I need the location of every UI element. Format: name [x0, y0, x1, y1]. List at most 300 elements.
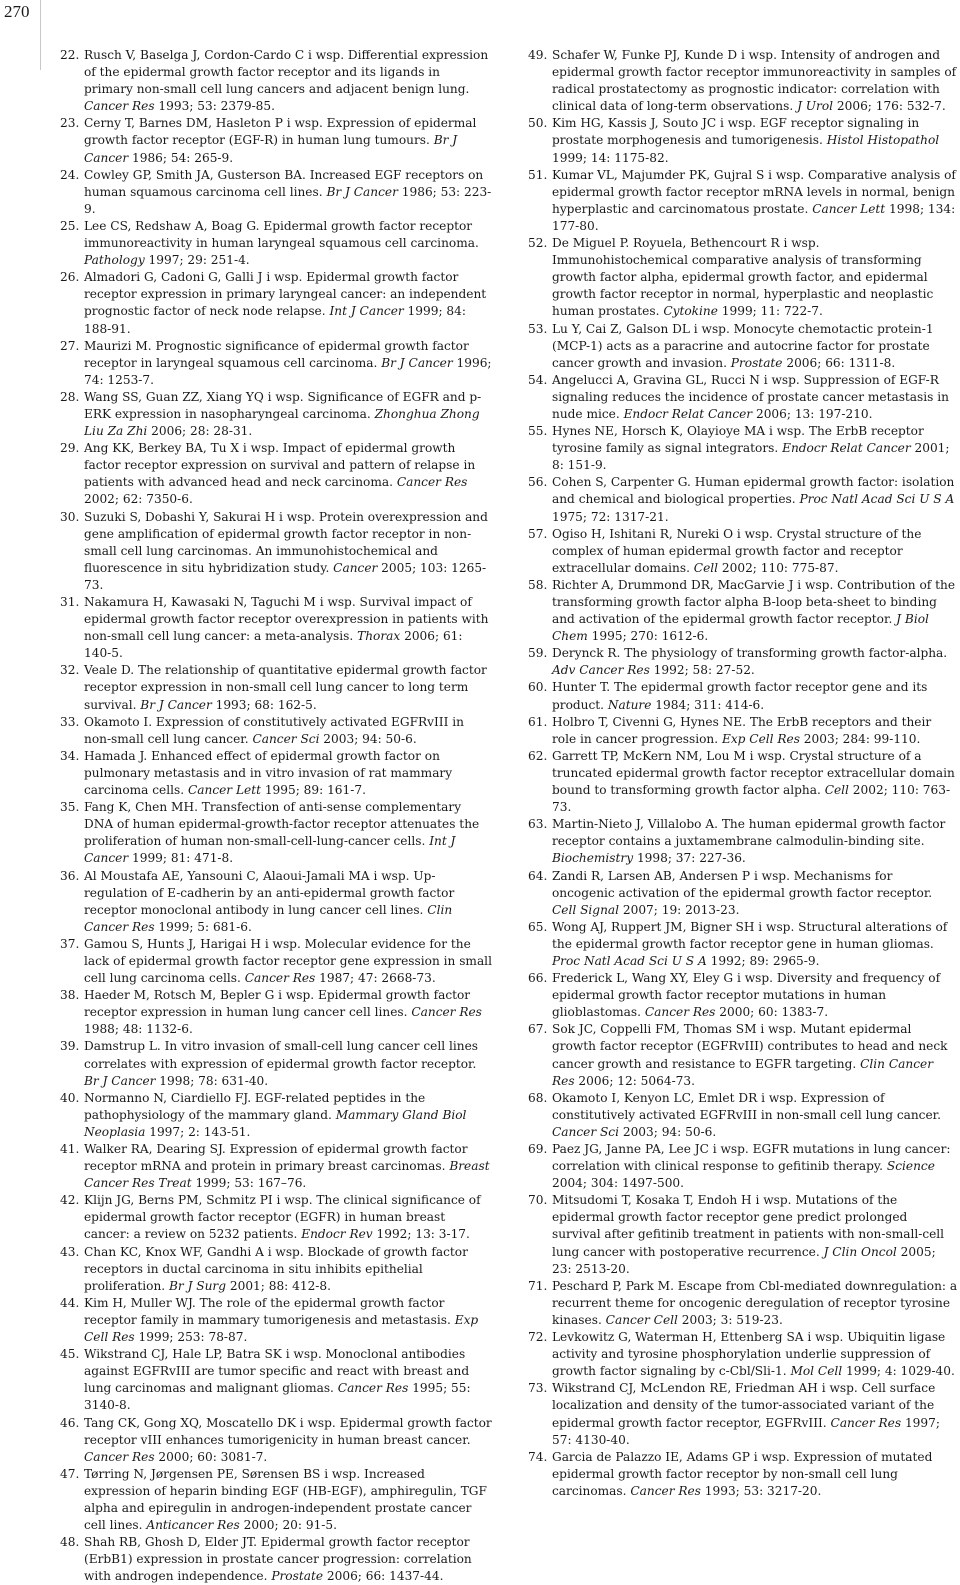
reference-body: Frederick L, Wang XY, Eley G i wsp. Diversity and frequency of epidermal growth factor receptor mutations in human glioblastomas.	[552, 971, 941, 1020]
reference-number: 49.	[528, 48, 548, 62]
reference-body: De Miguel P. Royuela, Bethencourt R i wsp. Immunohistochemical comparative analysis of transforming growth factor alpha, epidermal growth factor, and epidermal growth factor receptor in normal, hyperplastic and neoplastic human prostates.	[552, 236, 934, 319]
citation-details: 1986; 53: 223-9.	[84, 184, 492, 216]
reference-item	[60, 714, 492, 748]
journal-name: Science	[886, 1159, 935, 1174]
journal-name: Thorax	[357, 629, 401, 644]
reference-body: Kumar VL, Majumder PK, Gujral S i wsp. Comparative analysis of epidermal growth factor receptor mRNA levels in normal, benign hyperplastic and carcinomatous prostate.	[552, 167, 956, 216]
reference-text	[84, 869, 454, 934]
journal-name: Cell Signal	[552, 902, 620, 917]
citation-details: 1993; 53: 3217-20.	[700, 1483, 822, 1498]
reference-body: Wikstrand CJ, Hale LP, Batra SK i wsp. Monoclonal antibodies against EGFRvIII are tumor specific and react with breast and lung carcinomas and malignant gliomas.	[84, 1347, 470, 1396]
reference-number: 61.	[528, 714, 548, 729]
journal-name: Cancer Res	[84, 99, 155, 114]
reference-item	[60, 987, 492, 1038]
reference-number: 27.	[60, 338, 80, 353]
reference-text	[84, 168, 491, 216]
journal-name: Clin Cancer Res	[84, 902, 453, 934]
reference-item	[60, 338, 492, 389]
reference-body: Shah RB, Ghosh D, Elder JT. Epidermal growth factor receptor (ErbB1) expression in prostate cancer progression: correlation with androgen independence.	[84, 1535, 472, 1584]
reference-body: Cohen S, Carpenter G. Human epidermal growth factor: isolation and chemical and biological properties.	[552, 475, 955, 507]
page-number: 270	[4, 2, 30, 21]
reference-number: 26.	[60, 270, 80, 285]
reference-number: 50.	[528, 116, 548, 131]
reference-item	[528, 47, 958, 115]
citation-details: 1997; 2: 143-51.	[145, 1124, 251, 1139]
reference-number: 66.	[528, 971, 548, 986]
reference-number: 28.	[60, 389, 80, 404]
journal-name: Br J Cancer	[381, 355, 453, 370]
citation-details: 1996; 74: 1253-7.	[84, 355, 492, 387]
reference-text	[552, 1022, 948, 1087]
journal-name: Br J Surg	[168, 1278, 227, 1293]
reference-number: 57.	[528, 526, 548, 541]
citation-details: 2006; 66: 1437-44.	[323, 1569, 444, 1584]
journal-name: Cancer Res	[630, 1483, 701, 1498]
reference-item	[60, 594, 492, 662]
reference-item	[60, 1244, 492, 1295]
reference-item	[60, 662, 492, 713]
journal-name: Biochemistry	[552, 851, 634, 866]
journal-name: Proc Natl Acad Sci U S A	[799, 492, 955, 507]
citation-details: 2004; 304: 1497-500.	[552, 1176, 684, 1191]
reference-text	[552, 1450, 932, 1498]
citation-details: 1988; 48: 1132-6.	[84, 1022, 193, 1037]
citation-details: 1998; 78: 631-40.	[155, 1073, 269, 1088]
journal-name: Clin Cancer Res	[552, 1056, 933, 1088]
journal-name: J Clin Oncol	[823, 1244, 897, 1259]
citation-details: 1975; 72: 1317-21.	[552, 509, 669, 524]
journal-name: Endocr Relat Cancer	[782, 441, 911, 456]
reference-body: Haeder M, Rotsch M, Bepler G i wsp. Epidermal growth factor receptor expression in human lung cancer cell lines.	[84, 988, 471, 1020]
reference-body: Derynck R. The physiology of transforming growth factor-alpha.	[552, 646, 948, 661]
citation-details: 1999; 53: 167–76.	[191, 1176, 307, 1191]
reference-number: 55.	[528, 424, 548, 439]
reference-number: 60.	[528, 680, 548, 695]
reference-number: 68.	[528, 1090, 548, 1105]
reference-item	[528, 1090, 958, 1141]
reference-number: 42.	[60, 1193, 80, 1208]
reference-item	[60, 1141, 492, 1192]
citation-details: 2003; 94: 50-6.	[619, 1124, 717, 1139]
reference-number: 52.	[528, 236, 548, 251]
reference-number: 58.	[528, 577, 548, 592]
reference-body: Mitsudomi T, Kosaka T, Endoh H i wsp. Mutations of the epidermal growth factor receptor gene predict prolonged survival after gefitinib treatment in patients with non-small-cell lung cancer with postoperative recurrence.	[552, 1193, 945, 1259]
reference-text	[84, 339, 492, 387]
reference-item	[60, 115, 492, 166]
reference-text	[552, 920, 947, 968]
journal-name: Cancer Res	[244, 971, 316, 986]
reference-text	[552, 869, 932, 917]
citation-details: 1997; 57: 4130-40.	[552, 1415, 940, 1447]
reference-item	[528, 816, 958, 867]
reference-body: Ang KK, Berkey BA, Tu X i wsp. Impact of epidermal growth factor receptor expression on survival and pattern of relapse in patients with advanced head and neck carcinoma.	[84, 441, 476, 490]
citation-details: 1999; 81: 471-8.	[128, 851, 234, 866]
reference-item	[60, 936, 492, 987]
reference-number: 41.	[60, 1142, 80, 1156]
reference-number: 56.	[528, 475, 548, 490]
reference-item	[60, 868, 492, 936]
journal-name: Nature	[607, 697, 652, 712]
reference-body: Rusch V, Baselga J, Cordon-Cardo C i wsp. Differential expression of the epidermal growth factor receptor and its ligands in primary non-small cell lung cancers and adjacent benign lung.	[84, 48, 489, 97]
reference-item	[60, 1346, 492, 1414]
journal-name: Histol Histopathol	[826, 133, 940, 148]
journal-name: Cancer Res	[84, 1449, 155, 1464]
journal-name: Proc Natl Acad Sci U S A	[552, 953, 707, 968]
journal-name: Exp Cell Res	[84, 1312, 479, 1345]
reference-text	[84, 988, 482, 1036]
reference-item	[528, 167, 958, 235]
reference-text	[84, 390, 481, 438]
journal-name: Br J Cancer	[84, 133, 458, 165]
reference-item	[528, 235, 958, 320]
reference-text	[552, 424, 950, 472]
reference-item	[60, 1466, 492, 1534]
journal-name: Cancer Res	[337, 1381, 409, 1396]
reference-body: Wang SS, Guan ZZ, Xiang YQ i wsp. Significance of EGFR and p-ERK expression in nasopharyngeal carcinoma.	[84, 389, 482, 421]
reference-body: Okamoto I. Expression of constitutively activated EGFRvIII in non-small cell lung cancer.	[84, 714, 464, 746]
reference-body: Hunter T. The epidermal growth factor receptor gene and its product.	[552, 680, 928, 712]
citation-details: 1999; 5: 681-6.	[154, 919, 252, 934]
reference-body: Veale D. The relationship of quantitative epidermal growth factor receptor expression in non-small cell lung cancer to long term survival.	[84, 663, 487, 712]
reference-number: 47.	[60, 1466, 80, 1481]
citation-details: 1999; 11: 722-7.	[717, 304, 823, 319]
reference-text	[84, 663, 487, 711]
reference-number: 59.	[528, 646, 548, 661]
reference-item	[528, 645, 958, 679]
reference-text	[84, 48, 488, 113]
journal-name: Cancer Lett	[812, 201, 886, 216]
reference-number: 34.	[60, 748, 80, 763]
reference-item	[60, 218, 492, 269]
citation-details: 1993; 68: 162-5.	[211, 697, 317, 712]
reference-item	[528, 423, 958, 474]
reference-body: Lu Y, Cai Z, Galson DL i wsp. Monocyte chemotactic protein-1 (MCP-1) acts as a paracrine and autocrine factor for prostate cancer growth and invasion.	[552, 321, 934, 370]
reference-item	[528, 321, 958, 372]
reference-item	[60, 1295, 492, 1346]
reference-body: Almadori G, Cadoni G, Galli J i wsp. Epidermal growth factor receptor expression in primary laryngeal cancer: an independent prognostic factor of neck node relapse.	[84, 270, 487, 319]
reference-body: Tørring N, Jørgensen PE, Sørensen BS i wsp. Increased expression of heparin binding EGF (HB-EGF), amphiregulin, TGF alpha and epiregulin in androgen-independent prostate cancer cell lines.	[84, 1466, 487, 1533]
citation-details: 1993; 53: 2379-85.	[154, 99, 275, 114]
reference-item	[60, 440, 492, 508]
reference-text	[552, 1091, 941, 1139]
reference-number: 23.	[60, 116, 80, 131]
reference-item	[60, 1415, 492, 1466]
reference-text	[552, 749, 955, 814]
reference-text	[552, 236, 933, 318]
reference-item	[528, 1141, 958, 1192]
reference-number: 31.	[60, 595, 80, 609]
reference-body: Angelucci A, Gravina GL, Rucci N i wsp. Suppression of EGF-R signaling reduces the incidence of prostate cancer metastasis in nude mice.	[552, 372, 949, 421]
reference-number: 73.	[528, 1381, 548, 1396]
margin-rule	[40, 0, 41, 70]
citation-details: 1999; 253: 78-87.	[134, 1330, 248, 1345]
citation-details: 2002; 62: 7350-6.	[84, 492, 193, 507]
reference-number: 64.	[528, 868, 548, 883]
reference-text	[84, 270, 486, 335]
journal-name: J Biol Chem	[552, 612, 929, 644]
reference-number: 70.	[528, 1193, 548, 1208]
reference-text	[84, 1039, 478, 1087]
reference-number: 22.	[60, 48, 80, 62]
reference-body: Garcia de Palazzo IE, Adams GP i wsp. Expression of mutated epidermal growth factor receptor by non-small cell lung carcinomas.	[552, 1449, 933, 1498]
reference-number: 71.	[528, 1278, 548, 1293]
citation-details: 1995; 55: 3140-8.	[84, 1381, 471, 1413]
journal-name: Cancer Sci	[252, 731, 320, 746]
journal-name: Cell	[693, 560, 719, 575]
journal-name: Anticancer Res	[146, 1518, 240, 1533]
reference-text	[552, 527, 921, 575]
reference-text	[84, 1091, 466, 1139]
journal-name: Cytokine	[663, 304, 718, 319]
journal-name: Cancer Lett	[187, 783, 261, 798]
citation-details: 2006; 61: 140-5.	[84, 629, 463, 661]
citation-details: 2001; 88: 412-8.	[226, 1278, 331, 1293]
citation-details: 2006; 28: 28-31.	[147, 424, 253, 439]
reference-body: Peschard P, Park M. Escape from Cbl-mediated downregulation: a recurrent theme for oncogenic deregulation of receptor tyrosine kinases.	[552, 1278, 958, 1327]
reference-text	[84, 1296, 478, 1344]
reference-number: 65.	[528, 919, 548, 934]
citation-details: 2002; 110: 775-87.	[718, 560, 839, 575]
citation-details: 1997; 29: 251-4.	[144, 253, 250, 268]
citation-details: 2002; 110: 763-73.	[552, 783, 951, 815]
reference-item	[60, 389, 492, 440]
reference-text	[552, 1279, 957, 1327]
journal-name: Cancer Sci	[552, 1124, 619, 1139]
reference-text	[552, 373, 949, 421]
reference-body: Hynes NE, Horsch K, Olayioye MA i wsp. The ErbB receptor tyrosine family as signal integrators.	[552, 424, 924, 456]
reference-text	[552, 475, 954, 523]
journal-name: Mammary Gland Biol Neoplasia	[84, 1107, 467, 1139]
reference-body: Al Moustafa AE, Yansouni C, Alaoui-Jamali MA i wsp. Up-regulation of E-cadherin by an anti-epidermal growth factor receptor monoclonal antibody in lung cancer cell lines.	[84, 868, 455, 917]
reference-body: Chan KC, Knox WF, Gandhi A i wsp. Blockade of growth factor receptors in ductal carcinoma in situ inhibits epithelial proliferation.	[84, 1244, 468, 1293]
citation-details: 2005; 103: 1265-73.	[84, 560, 487, 592]
reference-body: Walker RA, Dearing SJ. Expression of epidermal growth factor receptor mRNA and protein in primary breast carcinomas.	[84, 1142, 468, 1174]
reference-number: 40.	[60, 1090, 80, 1105]
reference-text	[84, 1142, 490, 1190]
journal-name: Cancer Res	[411, 1005, 482, 1020]
reference-body: Nakamura H, Kawasaki N, Taguchi M i wsp. Survival impact of epidermal growth factor receptor overexpression in patients with non-small cell lung cancer: a meta-analysis.	[84, 595, 489, 644]
reference-number: 30.	[60, 509, 80, 524]
journal-name: Br J Cancer	[140, 697, 212, 712]
citation-details: 1999; 84: 188-91.	[84, 304, 466, 336]
reference-item	[60, 1038, 492, 1089]
reference-body: Normanno N, Ciardiello FJ. EGF-related peptides in the pathophysiology of the mammary gland.	[84, 1090, 426, 1122]
reference-item	[528, 526, 958, 577]
reference-item	[528, 748, 958, 816]
reference-item	[60, 1534, 492, 1585]
reference-text	[84, 715, 464, 746]
reference-body: Cowley GP, Smith JA, Gusterson BA. Increased EGF receptors on human squamous carcinoma cell lines.	[84, 167, 484, 199]
reference-body: Gamou S, Hunts J, Harigai H i wsp. Molecular evidence for the lack of epidermal growth factor receptor gene expression in small cell lung carcinoma cells.	[84, 936, 492, 986]
reference-text	[552, 1193, 944, 1275]
citation-details: 1998; 37: 227-36.	[633, 851, 746, 866]
citation-details: 2006; 12: 5064-73.	[574, 1073, 695, 1088]
reference-text	[552, 1142, 951, 1190]
reference-body: Wikstrand CJ, McLendon RE, Friedman AH i wsp. Cell surface localization and density of the tumor-associated variant of the epidermal growth factor receptor, EGFRvIII.	[552, 1381, 936, 1430]
reference-body: Sok JC, Coppelli FM, Thomas SM i wsp. Mutant epidermal growth factor receptor (EGFRvIII) contributes to head and neck cancer growth and resistance to EGFR targeting.	[552, 1022, 948, 1071]
journal-name: Int J Cancer	[84, 834, 456, 866]
reference-number: 33.	[60, 714, 80, 729]
reference-item	[528, 577, 958, 645]
reference-number: 37.	[60, 936, 80, 951]
reference-text	[552, 817, 945, 865]
citation-details: 1999; 4: 1029-40.	[842, 1364, 955, 1379]
reference-item	[528, 1449, 958, 1500]
citation-details: 1984; 311: 414-6.	[651, 697, 765, 712]
citation-details: 2000; 60: 1383-7.	[715, 1005, 829, 1020]
reference-body: Okamoto I, Kenyon LC, Emlet DR i wsp. Expression of constitutively activated EGFRvIII in non-small cell lung cancer.	[552, 1090, 941, 1122]
citation-details: 2007; 19: 2013-23.	[619, 902, 740, 917]
reference-number: 72.	[528, 1330, 548, 1345]
reference-number: 62.	[528, 748, 548, 763]
reference-body: Klijn JG, Berns PM, Schmitz PI i wsp. The clinical significance of epidermal growth factor receptor (EGFR) in human breast cancer: a review on 5232 patients.	[84, 1193, 481, 1242]
citation-details: 1995; 89: 161-7.	[260, 783, 366, 798]
citation-details: 1987; 47: 2668-73.	[315, 971, 436, 986]
reference-item	[60, 269, 492, 337]
journal-name: Cancer	[333, 560, 378, 575]
reference-item	[528, 1278, 958, 1329]
reference-item	[528, 1192, 958, 1277]
reference-body: Maurizi M. Prognostic significance of epidermal growth factor receptor in laryngeal squamous cell carcinoma.	[84, 338, 469, 370]
reference-number: 63.	[528, 817, 548, 832]
journal-name: Br J Cancer	[84, 1073, 156, 1088]
reference-number: 51.	[528, 167, 548, 182]
reference-item	[528, 474, 958, 525]
citation-details: 2006; 13: 197-210.	[752, 406, 873, 421]
reference-body: Holbro T, Civenni G, Hynes NE. The ErbB receptors and their role in cancer progression.	[552, 714, 932, 746]
citation-details: 2006; 66: 1311-8.	[782, 355, 896, 370]
reference-body: Tang CK, Gong XQ, Moscatello DK i wsp. Epidermal growth factor receptor vIII enhances tumorigenicity in human breast cancer.	[84, 1415, 492, 1447]
reference-number: 54.	[528, 372, 548, 387]
reference-number: 69.	[528, 1142, 548, 1156]
reference-item	[528, 372, 958, 423]
journal-name: Cancer Res	[396, 475, 468, 490]
citation-details: 2000; 60: 3081-7.	[154, 1449, 268, 1464]
reference-body: Cerny T, Barnes DM, Hasleton P i wsp. Expression of epidermal growth factor receptor (EGF-R) in human lung tumours.	[84, 116, 477, 148]
reference-number: 29.	[60, 441, 80, 456]
journal-name: Mol Cell	[790, 1364, 843, 1379]
reference-text	[552, 1381, 940, 1446]
reference-body: Martin-Nieto J, Villalobo A. The human epidermal growth factor receptor contains a juxtamembrane calmodulin-binding site.	[552, 817, 946, 849]
reference-text	[552, 322, 934, 370]
journal-name: Zhonghua Zhong Liu Za Zhi	[84, 406, 480, 439]
citation-details: 1986; 54: 265-9.	[128, 150, 234, 165]
reference-item	[60, 47, 492, 115]
reference-text	[84, 595, 488, 660]
reference-body: Lee CS, Redshaw A, Boag G. Epidermal growth factor receptor immunoreactivity in human laryngeal squamous cell carcinoma.	[84, 218, 479, 251]
journal-name: Adv Cancer Res	[552, 663, 650, 678]
reference-item	[528, 970, 958, 1021]
reference-text	[552, 646, 947, 677]
reference-text	[552, 715, 931, 746]
citation-details: 2001; 8: 151-9.	[552, 441, 950, 473]
reference-number: 53.	[528, 321, 548, 336]
reference-number: 32.	[60, 663, 80, 678]
reference-number: 43.	[60, 1244, 80, 1259]
reference-column-right	[528, 47, 958, 1500]
citation-details: 1992; 58: 27-52.	[649, 663, 755, 678]
reference-text	[84, 510, 488, 592]
reference-text	[84, 1347, 471, 1412]
reference-number: 67.	[528, 1022, 548, 1037]
reference-item	[528, 1329, 958, 1380]
journal-name: Prostate	[271, 1569, 324, 1584]
journal-name: Exp Cell Res	[721, 731, 800, 746]
reference-text	[84, 937, 492, 985]
reference-number: 45.	[60, 1347, 80, 1362]
reference-body: Fang K, Chen MH. Transfection of anti-sense complementary DNA of human epidermal-growth-factor receptor attenuates the proliferation of human non-small-cell-lung-cancer cells.	[84, 800, 480, 849]
reference-item	[528, 868, 958, 919]
citation-details: 1992; 13: 3-17.	[372, 1227, 470, 1242]
reference-number: 39.	[60, 1039, 80, 1054]
reference-text	[552, 1330, 955, 1378]
reference-body: Kim H, Muller WJ. The role of the epidermal growth factor receptor family in mammary tumorigenesis and metastasis.	[84, 1295, 455, 1327]
reference-item	[60, 799, 492, 867]
reference-body: Zandi R, Larsen AB, Andersen P i wsp. Mechanisms for oncogenic activation of the epidermal growth factor receptor.	[552, 868, 933, 900]
reference-text	[84, 800, 479, 865]
citation-details: 2003; 3: 519-23.	[677, 1312, 783, 1327]
reference-number: 46.	[60, 1415, 80, 1430]
reference-item	[60, 1192, 492, 1243]
reference-text	[84, 749, 452, 797]
journal-name: Cell	[824, 783, 849, 798]
reference-text	[84, 1245, 468, 1293]
reference-text	[552, 971, 940, 1019]
journal-name: Endocr Rev	[301, 1227, 373, 1242]
citation-details: 2003; 284: 99-110.	[799, 731, 921, 746]
reference-text	[552, 680, 927, 711]
reference-body: Schafer W, Funke PJ, Kunde D i wsp. Intensity of androgen and epidermal growth factor receptor immunoreactivity in samples of radical prostatectomy as prognostic indicator: correlation with clinical data of long-term observations.	[552, 48, 957, 114]
journal-name: Breast Cancer Res Treat	[84, 1159, 490, 1191]
reference-number: 35.	[60, 800, 80, 815]
reference-body: Wong AJ, Ruppert JM, Bigner SH i wsp. Structural alterations of the epidermal growth factor receptor gene in human gliomas.	[552, 919, 948, 951]
journal-name: Int J Cancer	[329, 304, 404, 319]
citation-details: 2005; 23: 2513-20.	[552, 1244, 936, 1276]
reference-body: Hamada J. Enhanced effect of epidermal growth factor on pulmonary metastasis and in vitro invasion of rat mammary carcinoma cells.	[84, 748, 453, 798]
reference-item	[60, 509, 492, 594]
reference-text	[84, 1416, 492, 1464]
reference-item	[60, 167, 492, 218]
reference-text	[84, 116, 476, 164]
reference-text	[84, 1467, 487, 1532]
reference-body: Garrett TP, McKern NM, Lou M i wsp. Crystal structure of a truncated epidermal growth factor receptor extracellular domain bound to transforming growth factor alpha.	[552, 748, 955, 798]
journal-name: Br J Cancer	[326, 184, 398, 199]
reference-item	[528, 1380, 958, 1448]
reference-text	[84, 1193, 481, 1241]
journal-name: Cancer Res	[830, 1415, 902, 1430]
reference-body: Levkowitz G, Waterman H, Ettenberg SA i wsp. Ubiquitin ligase activity and tyrosine phosphorylation underlie suppression of growth factor signaling by c-Cbl/Sli-1.	[552, 1330, 946, 1379]
reference-text	[84, 219, 479, 267]
reference-text	[84, 441, 475, 506]
reference-text	[84, 1535, 472, 1583]
reference-item	[528, 714, 958, 748]
reference-item	[60, 748, 492, 799]
reference-number: 74.	[528, 1449, 548, 1464]
citation-details: 1992; 89: 2965-9.	[706, 953, 820, 968]
citation-details: 2003; 94: 50-6.	[319, 731, 417, 746]
reference-text	[552, 116, 939, 164]
reference-number: 36.	[60, 868, 80, 883]
reference-number: 38.	[60, 988, 80, 1003]
reference-body: Paez JG, Janne PA, Lee JC i wsp. EGFR mutations in lung cancer: correlation with clinical response to gefitinib therapy.	[552, 1142, 951, 1174]
citation-details: 2000; 20: 91-5.	[239, 1518, 337, 1533]
reference-text	[552, 48, 956, 113]
reference-column-left	[60, 47, 492, 1585]
reference-item	[528, 679, 958, 713]
reference-number: 25.	[60, 218, 80, 233]
reference-item	[528, 919, 958, 970]
reference-text	[552, 578, 955, 643]
